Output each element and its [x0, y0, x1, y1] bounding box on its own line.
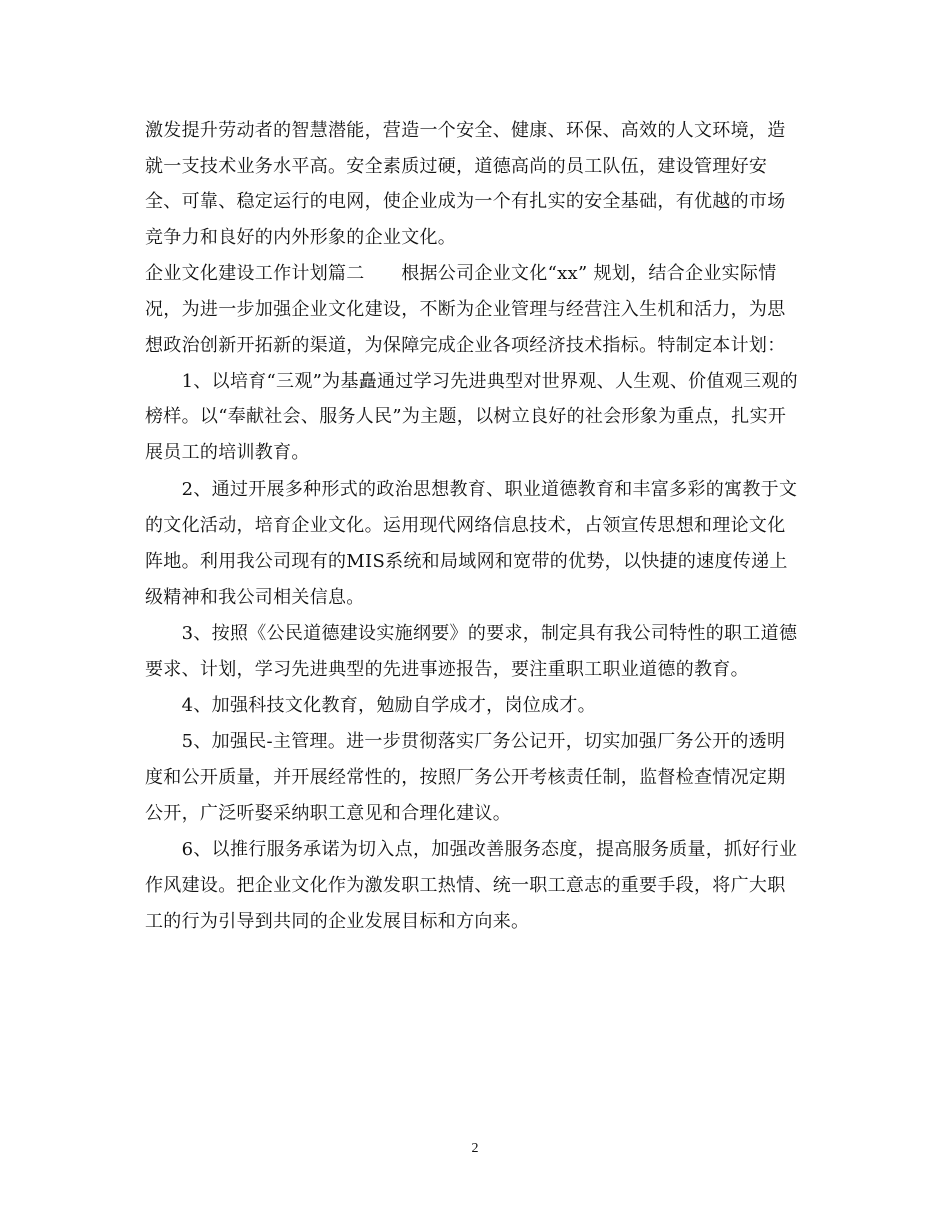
text-line: 全、可靠、稳定运行的电网，使企业成为一个有扎实的安全基础，有优越的市场: [145, 191, 786, 212]
text-line: 榜样。以“奉献社会、服务人民”为主题，以树立良好的社会形象为重点，扎实开: [145, 406, 787, 427]
text-line: 公开，广泛听娶采纳职工意见和合理化建议。: [145, 803, 511, 824]
text-line: 激发提升劳动者的智慧潜能，营造一个安全、健康、环保、高效的人文环境，造: [145, 120, 786, 141]
text-line: 要求、计划，学习先进典型的先进事迹报告，要注重职工职业道德的教育。: [145, 659, 749, 680]
text-line: 作风建设。把企业文化作为激发职工热情、统一职工意志的重要手段，将广大职: [145, 875, 786, 896]
text-line: 就一支技术业务水平高。安全素质过硬，道德高尚的员工队伍，建设管理好安: [145, 156, 768, 177]
text-line: 5、加强民-主管理。进一步贯彻落实厂务公记开，切实加强厂务公开的透明: [145, 731, 786, 752]
text-line: 3、按照《公民道德建设实施纲要》的要求，制定具有我公司特性的职工道德: [145, 623, 798, 644]
text-line: 4、加强科技文化教育，勉励自学成才，岗位成才。: [145, 695, 596, 716]
text-line: 级精神和我公司相关信息。: [145, 587, 365, 608]
text-line: 2、通过开展多种形式的政治思想教育、职业道德教育和丰富多彩的寓教于文: [145, 479, 798, 500]
text-line: 度和公开质量，并开展经常性的，按照厂务公开考核责任制，监督检查情况定期: [145, 767, 786, 788]
text-line: 的文化活动，培育企业文化。运用现代网络信息技术，占领宣传思想和理论文化: [145, 515, 786, 536]
text-line: 6、以推行服务承诺为切入点，加强改善服务态度，提高服务质量，抓好行业: [145, 839, 798, 860]
text-line: 1、以培育“三观”为基矗通过学习先进典型对世界观、人生观、价值观三观的: [145, 371, 798, 392]
text-line: 况，为进一步加强企业文化建设，不断为企业管理与经营注入生机和活力，为思: [145, 299, 786, 320]
text-line: 展员工的培训教育。: [145, 442, 310, 463]
text-line: 阵地。利用我公司现有的MIS系统和局域网和宽带的优势，以快捷的速度传递上: [145, 551, 788, 572]
text-line: 想政治创新开拓新的渠道，为保障完成企业各项经济技术指标。特制定本计划：: [145, 335, 786, 356]
page-number: 2: [471, 1141, 479, 1156]
section-heading-line: 企业文化建设工作计划篇二 根据公司企业文化“xx” 规划，结合企业实际情: [145, 263, 777, 284]
text-line: 竞争力和良好的内外形象的企业文化。: [145, 227, 457, 248]
text-line: 工的行为引导到共同的企业发展目标和方向来。: [145, 911, 530, 932]
